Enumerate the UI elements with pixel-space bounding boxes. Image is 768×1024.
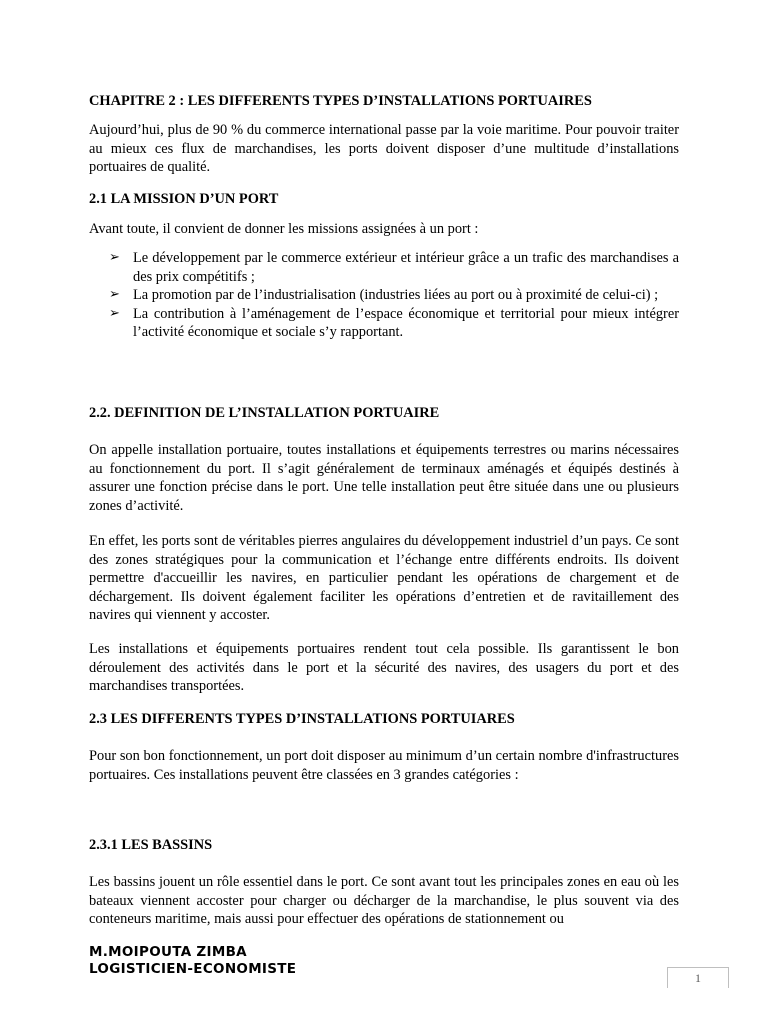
list-item-text: Le développement par le commerce extérieur et intérieur grâce a un trafic des marchandises a des prix compétitifs ; <box>133 250 679 285</box>
section-2-2-heading: 2.2. DEFINITION DE L’INSTALLATION PORTUAIRE <box>89 405 440 421</box>
list-item-text: La promotion par de l’industrialisation (industries liées au port ou à proximité de celui-ci) ; <box>133 287 659 303</box>
section-2-3-1-heading: 2.3.1 LES BASSINS <box>89 837 213 853</box>
footer-role: LOGISTICIEN-ECONOMISTE <box>89 961 297 977</box>
arrow-bullet-icon: ➢ <box>109 250 120 265</box>
section-2-3-1-paragraph: Les bassins jouent un rôle essentiel dans le port. Ce sont avant tout les principales zones en eau où les bateaux viennent accoster pour charger ou décharger de la marchandise, le plus souvent via des conteneurs maritime, mais aussi pour effectuer des opérations de stationnement ou <box>89 874 679 927</box>
mission-list <box>89 249 679 342</box>
chapter-title: CHAPITRE 2 : LES DIFFERENTS TYPES D’INSTALLATIONS PORTUAIRES <box>89 93 592 109</box>
section-2-1-lead: Avant toute, il convient de donner les missions assignées à un port : <box>89 221 479 237</box>
list-item-text: La contribution à l’aménagement de l’espace économique et territorial pour mieux intégrer l’activité économique et sociale s’y rapportant. <box>133 305 679 340</box>
section-2-1-heading: 2.1 LA MISSION D’UN PORT <box>89 191 279 207</box>
section-2-3-paragraph: Pour son bon fonctionnement, un port doit disposer au minimum d’un certain nombre d'infrastructures portuaires. Ces installations peuvent être classées en 3 grandes catégories : <box>89 748 679 783</box>
page-number: 1 <box>667 967 729 988</box>
section-2-2-paragraph-2: En effet, les ports sont de véritables pierres angulaires du développement industriel d’un pays. Ce sont des zones stratégiques pour la communication et l’échange entre différents endroits. Ils doivent permettre d'accueillir les navires, en particulier pendant les opérations de chargement et de déchargement. Ils doivent également faciliter les opérations d’entretien et de ravitaillement des navires qui viennent y accoster. <box>89 533 679 623</box>
section-2-2-paragraph-3: Les installations et équipements portuaires rendent tout cela possible. Ils garantissent le bon déroulement des activités dans le port et la sécurité des navires, des usagers du port et des marchandises transportées. <box>89 641 679 694</box>
section-2-2-paragraph-1: On appelle installation portuaire, toutes installations et équipements terrestres ou marins nécessaires au fonctionnement du port. Il s’agit généralement de terminaux aménagés et équipés destinés à assurer une fonction précise dans le port. Une telle installation peut être située dans une ou plusieurs zones d’activité. <box>89 442 679 514</box>
list-item <box>89 249 679 286</box>
list-item <box>89 286 679 305</box>
page-footer <box>89 944 296 978</box>
footer-author: M.MOIPOUTA ZIMBA <box>89 944 247 960</box>
arrow-bullet-icon: ➢ <box>109 305 120 321</box>
arrow-bullet-icon: ➢ <box>109 287 120 302</box>
list-item <box>89 305 679 342</box>
intro-paragraph: Aujourd’hui, plus de 90 % du commerce international passe par la voie maritime. Pour pouvoir traiter au mieux ces flux de marchandises, les ports doivent disposer d’une multitude d’installations portuaires de qualité. <box>89 122 679 175</box>
section-2-3-heading: 2.3 LES DIFFERENTS TYPES D’INSTALLATIONS PORTUIARES <box>89 711 515 727</box>
